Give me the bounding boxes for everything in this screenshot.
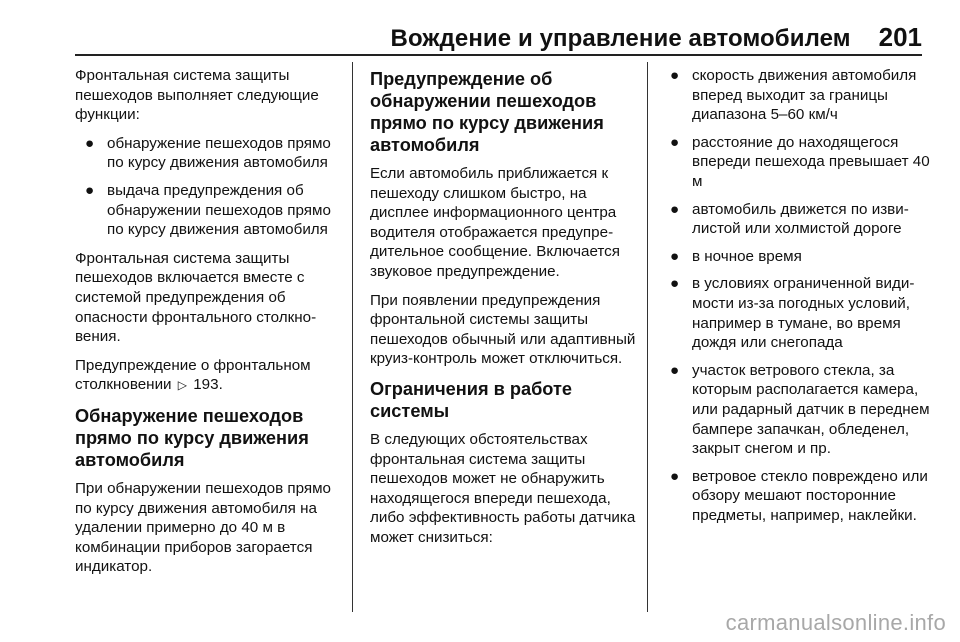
column-divider bbox=[647, 62, 648, 612]
bullet-icon: ● bbox=[670, 361, 680, 379]
bullet-icon: ● bbox=[670, 67, 680, 84]
section-heading: Ограничения в работе системы bbox=[370, 378, 572, 421]
list-item: ● скорость движения автомобиля вперед выходит за границы диапазона 5–60 км/ч bbox=[670, 67, 917, 124]
paragraph: Фронтальная система защиты пешеходов включается вместе с системой предупреждения об опасности фронтального столкновения. bbox=[75, 249, 317, 346]
bullet-icon: ● bbox=[85, 181, 95, 199]
page-header bbox=[75, 22, 922, 56]
list-item: ● в ночное время bbox=[670, 247, 802, 265]
list-item: ● в условиях ограниченной видимости из-за погодных условий, например в тумане, во время дождя или снегопада bbox=[670, 275, 915, 352]
function-list bbox=[85, 134, 345, 240]
list-item: ● расстояние до находящегося впереди пешехода превышает 40 м bbox=[670, 133, 930, 190]
column-2 bbox=[370, 66, 642, 557]
column-divider bbox=[352, 62, 353, 612]
section-heading: Предупреждение об обнаружении пешеходов прямо по курсу движения автомобиля bbox=[370, 69, 604, 155]
paragraph: При обнаружении пешеходов прямо по курсу движения автомобиля на удалении примерно до 40 м в комбинации приборов загорается индикатор. bbox=[75, 479, 331, 576]
section-title: Вождение и управление автомобилем bbox=[390, 25, 851, 52]
column-1 bbox=[75, 66, 345, 586]
bullet-icon: ● bbox=[670, 200, 680, 218]
paragraph: При появлении предупреждения фронтальной системы защиты пешеходов обычный или адаптивный круиз-контроль может отключиться. bbox=[370, 291, 636, 368]
page-number: 201 bbox=[878, 22, 922, 52]
list-item: ● выдача предупреждения об обнаружении пешеходов прямо по курсу движения автомобиля bbox=[85, 181, 331, 239]
reference-arrow-icon[interactable]: ▷ bbox=[177, 378, 187, 393]
bullet-icon: ● bbox=[670, 133, 680, 151]
paragraph: В следующих обстоятельствах фронтальная система защиты пешеходов может не обнаружить находящегося впереди пешехода, либо эффективность работы датчика может снизиться: bbox=[370, 430, 636, 546]
list-item: ● ветровое стекло повреждено или обзору мешают посторонние предметы, например, наклейки. bbox=[670, 467, 928, 524]
bullet-icon: ● bbox=[670, 247, 680, 265]
page-reference[interactable]: 193. bbox=[193, 376, 223, 394]
list-item: ● участок ветрового стекла, за которым располагается камера, или радарный датчик в переднем бампере запачкан, обледенел, закрыт снегом и пр. bbox=[670, 361, 930, 458]
intro-paragraph: Фронтальная система защиты пешеходов выполняет следующие функции: bbox=[75, 67, 319, 124]
bullet-icon: ● bbox=[85, 134, 95, 152]
limitations-list bbox=[670, 66, 932, 525]
bullet-icon: ● bbox=[670, 275, 680, 293]
paragraph-with-reference: Предупреждение о фронтальном столкновении ▷ 193. bbox=[75, 356, 345, 396]
list-item: ● автомобиль движется по извилистой или холмистой дороге bbox=[670, 200, 909, 238]
bullet-icon: ● bbox=[670, 467, 680, 485]
watermark-text: carmanualsonline.info bbox=[725, 610, 946, 635]
list-item: ● обнаружение пешеходов прямо по курсу движения автомобиля bbox=[85, 134, 331, 172]
column-3 bbox=[670, 66, 932, 534]
section-heading: Обнаружение пешеходов прямо по курсу движения автомобиля bbox=[75, 405, 309, 470]
paragraph: Если автомобиль приближается к пешеходу слишком быстро, на дисплее информационного центра водителя отображается предупредительное сообщение. Включается звуковое предупреждение. bbox=[370, 165, 620, 280]
